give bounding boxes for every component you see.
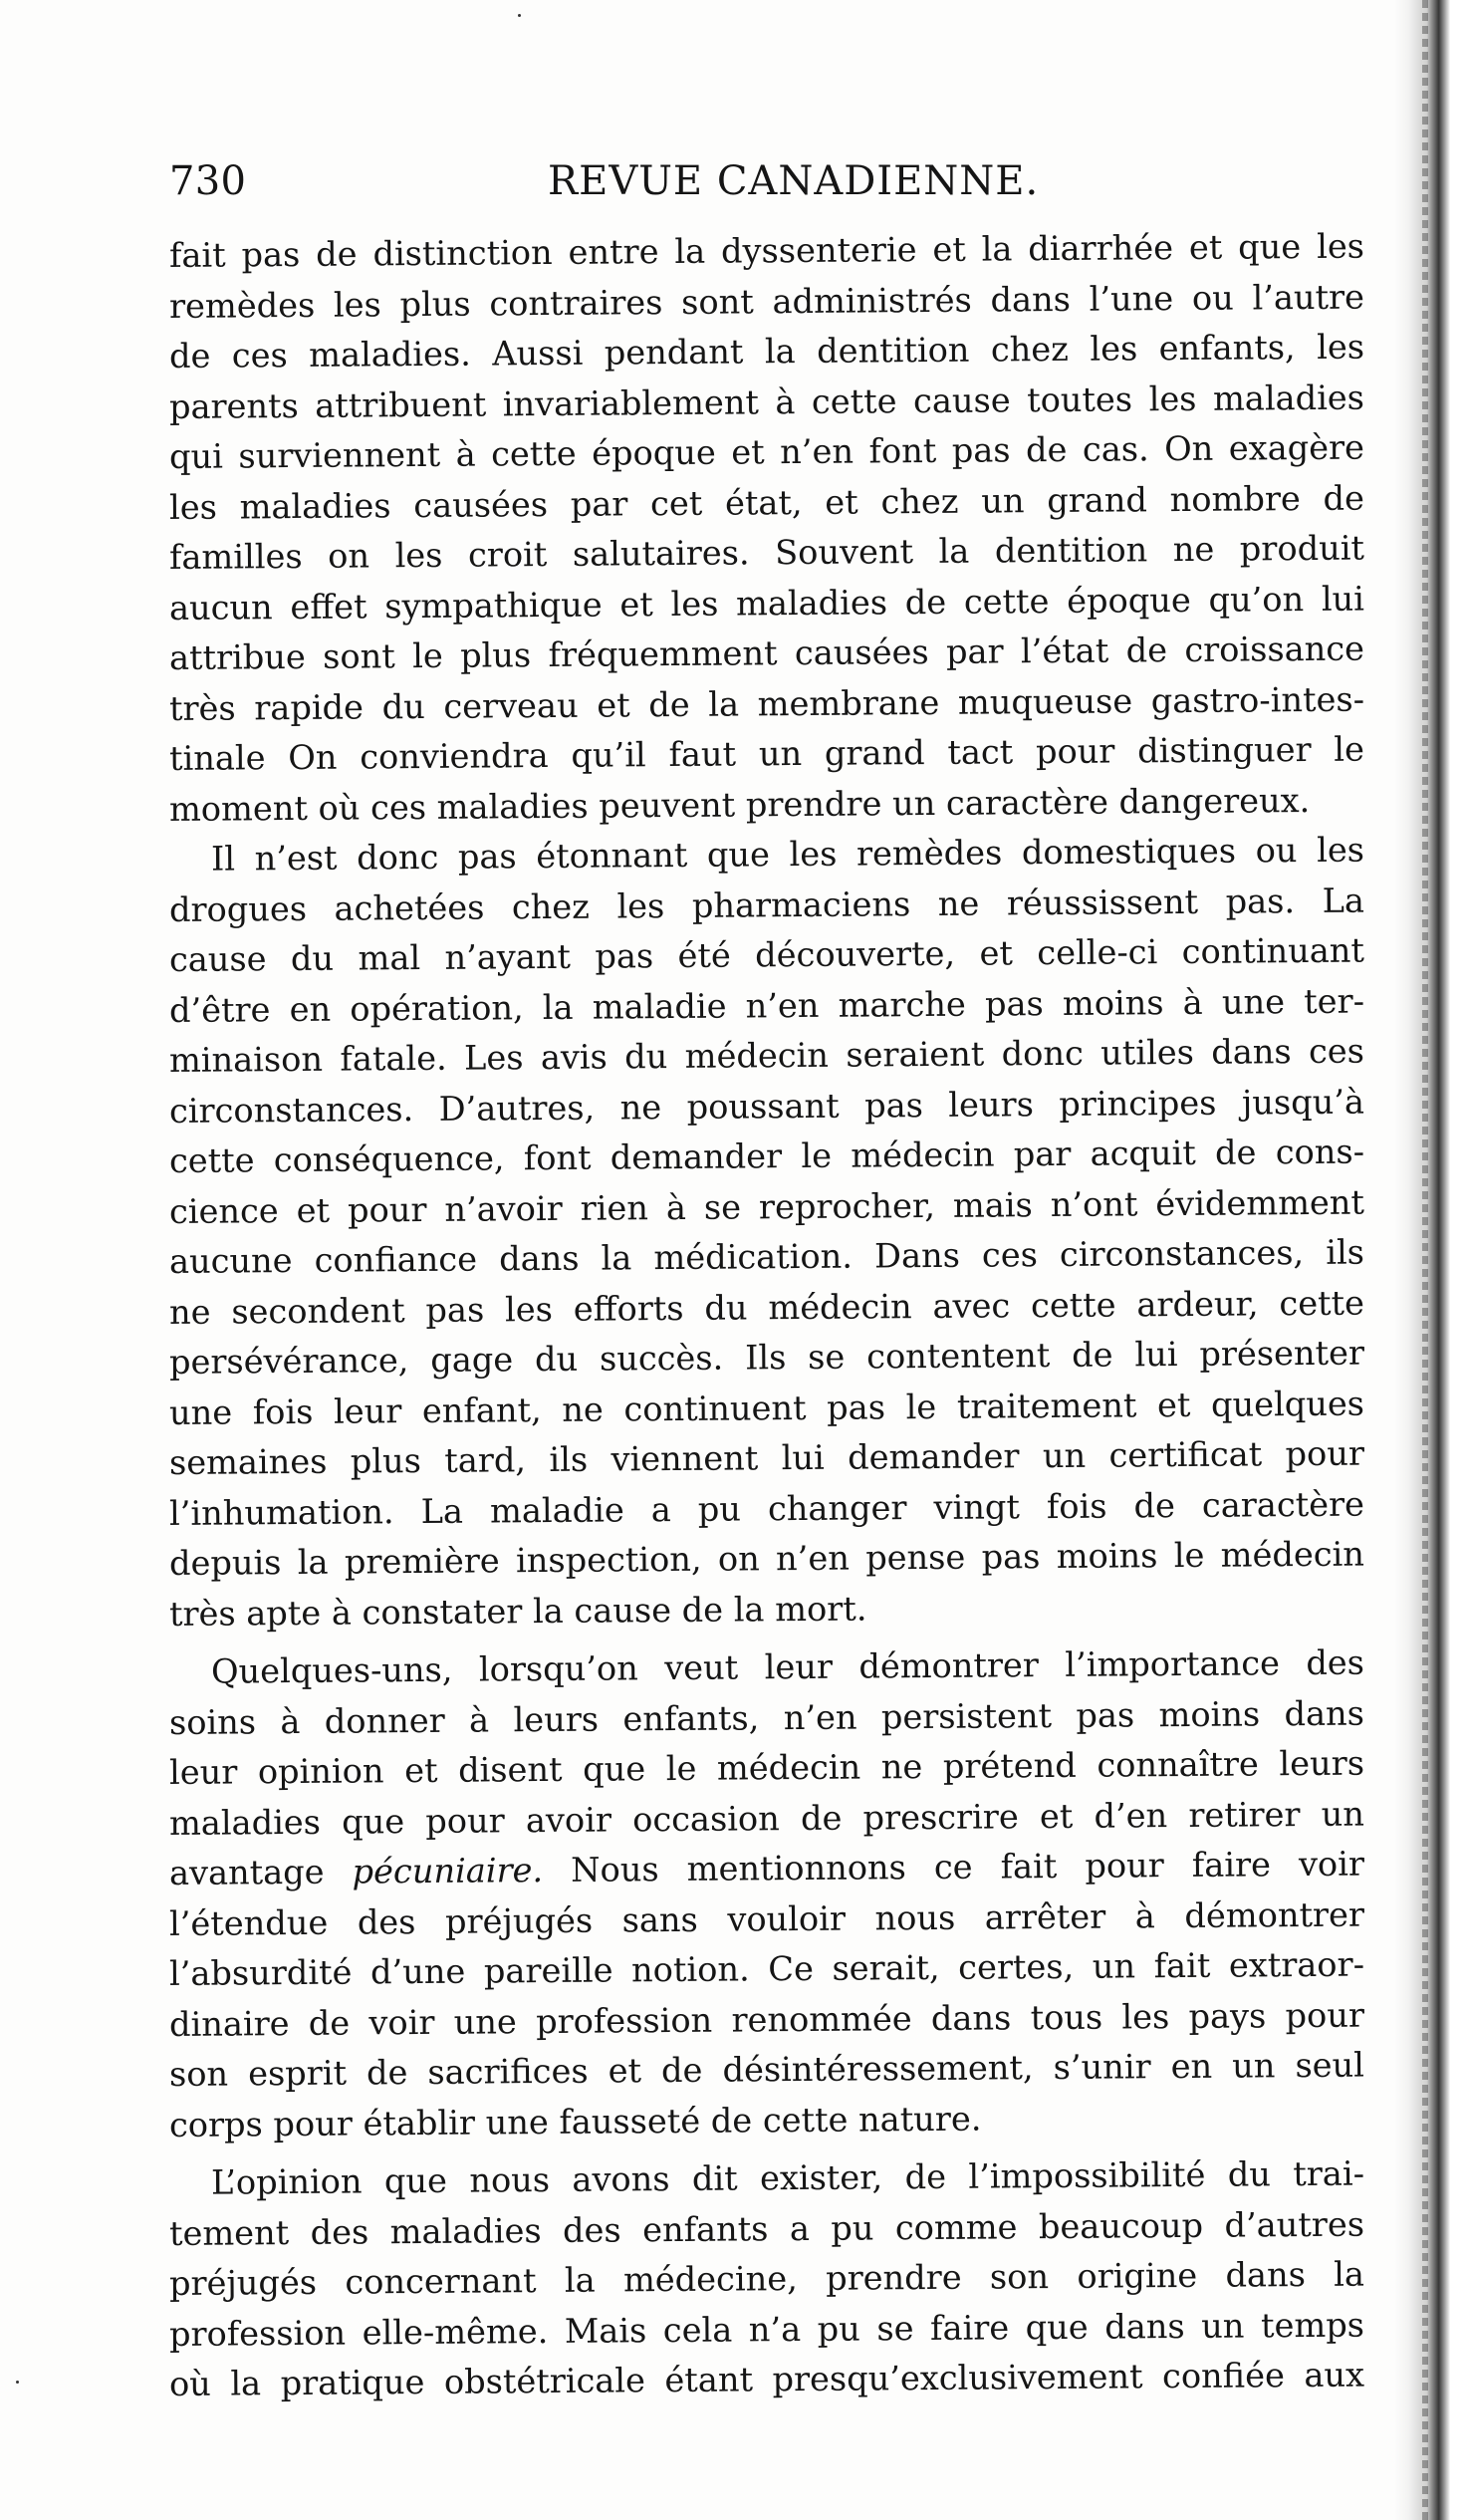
text-line: l’étendue des préjugés sans vouloir nous arrêter à démontrer [168,1894,1365,1943]
text-line: aucun effet sympathique et les maladies de cette époque qu’on lui [168,579,1365,628]
text-line: semaines plus tard, ils viennent lui demander un certificat pour [168,1433,1365,1482]
text-line: attribue sont le plus fréquemment causées par l’état de croissance [168,629,1365,677]
text-line: dinaire de voir une profession renommée dans tous les pays pour [168,1995,1365,2044]
scan-speck [518,14,521,17]
text-line: une fois leur enfant, ne continuent pas le traitement et quelques [168,1384,1365,1432]
text-line: les maladies causées par cet état, et chez un grand nombre de [168,478,1365,527]
text-fragment: Nous mentionnons ce fait pour faire voir [571,1844,1365,1890]
text-line: drogues achetées chez les pharmaciens ne réussissent pas. La [168,881,1365,929]
text-line: leur opinion et disent que le médecin ne prétend connaître leurs [168,1743,1365,1792]
italic-word: pécuniaire. [352,1851,544,1891]
text-line: tement des maladies des enfants a pu comme beaucoup d’autres [168,2204,1365,2253]
text-line: familles on les croit salutaires. Souvent la dentition ne produit [168,528,1365,577]
text-line: fait pas de distinction entre la dyssenterie et la diarrhée et que les [168,226,1365,275]
scan-page-edge [1394,0,1466,2520]
text-line: persévérance, gage du succès. Ils se contentent de lui présenter [168,1333,1365,1382]
text-line: soins à donner à leurs enfants, n’en persistent pas moins dans [168,1693,1365,1742]
text-line: tinale On conviendra qu’il faut un grand tact pour distinguer le [168,729,1365,778]
text-line: son esprit de sacrifices et de désintéressement, s’unir en un seul [168,2045,1365,2094]
page-number: 730 [169,158,247,204]
text-line: d’être en opération, la maladie n’en marche pas moins à une ter- [168,981,1365,1030]
text-line: maladies que pour avoir occasion de prescrire et d’en retirer un [168,1794,1365,1843]
text-line: très rapide du cerveau et de la membrane muqueuse gastro-intes- [168,679,1365,728]
text-line: ne secondent pas les efforts du médecin avec cette ardeur, cette [168,1283,1365,1332]
text-line: remèdes les plus contraires sont administrés dans l’une ou l’autre [168,277,1365,326]
text-line: circonstances. D’autres, ne poussant pas leurs principes jusqu’à [168,1082,1365,1131]
text-line: qui surviennent à cette époque et n’en font pas de cas. On exagère [168,427,1365,476]
text-line: parents attribuent invariablement à cette cause toutes les maladies [168,378,1365,426]
text-line: minaison fatale. Les avis du médecin seraient donc utiles dans ces [168,1031,1365,1080]
text-line: corps pour établir une fausseté de cette nature. [168,2099,982,2144]
page-header [169,149,1364,219]
paragraph-first-line: L’opinion que nous avons dit exister, de l’impossibilité du trai- [210,2153,1365,2202]
body-text [168,226,1365,2410]
text-line: cette conséquence, font demander le médecin par acquit de cons- [168,1132,1365,1180]
text-line: cause du mal n’ayant pas été découverte, et celle-ci continuant [168,930,1365,979]
text-line: profession elle-même. Mais cela n’a pu se faire que dans un temps [168,2305,1365,2354]
text-line: cience et pour n’avoir rien à se reprocher, mais n’ont évidemment [168,1182,1365,1231]
text-line: préjugés concernant la médecine, prendre son origine dans la [168,2254,1365,2303]
text-line: l’absurdité d’une pareille notion. Ce serait, certes, un fait extraor- [168,1944,1365,1993]
scan-speck [16,2381,19,2384]
text-line: de ces maladies. Aussi pendant la dentition chez les enfants, les [168,327,1365,376]
text-line-with-italic [169,1840,1364,1899]
text-line: où la pratique obstétricale étant presqu’exclusivement confiée aux [168,2355,1365,2403]
text-line: aucune confiance dans la médication. Dans ces circonstances, ils [168,1232,1365,1281]
paragraph-first-line: Quelques-uns, lorsqu’on veut leur démontrer l’importance des [210,1642,1365,1691]
text-line: moment où ces maladies peuvent prendre un caractère dangereux. [168,780,1311,829]
text-fragment: avantage [168,1852,325,1892]
text-line: depuis la première inspection, on n’en pense pas moins le médecin [168,1534,1365,1583]
document-page [168,149,1365,2403]
text-line: très apte à constater la cause de la mort. [168,1588,867,1634]
paragraph-first-line: Il n’est donc pas étonnant que les remèdes domestiques ou les [210,830,1365,879]
text-line: l’inhumation. La maladie a pu changer vingt fois de caractère [168,1484,1365,1533]
running-title: REVUE CANADIENNE. [548,158,1040,204]
